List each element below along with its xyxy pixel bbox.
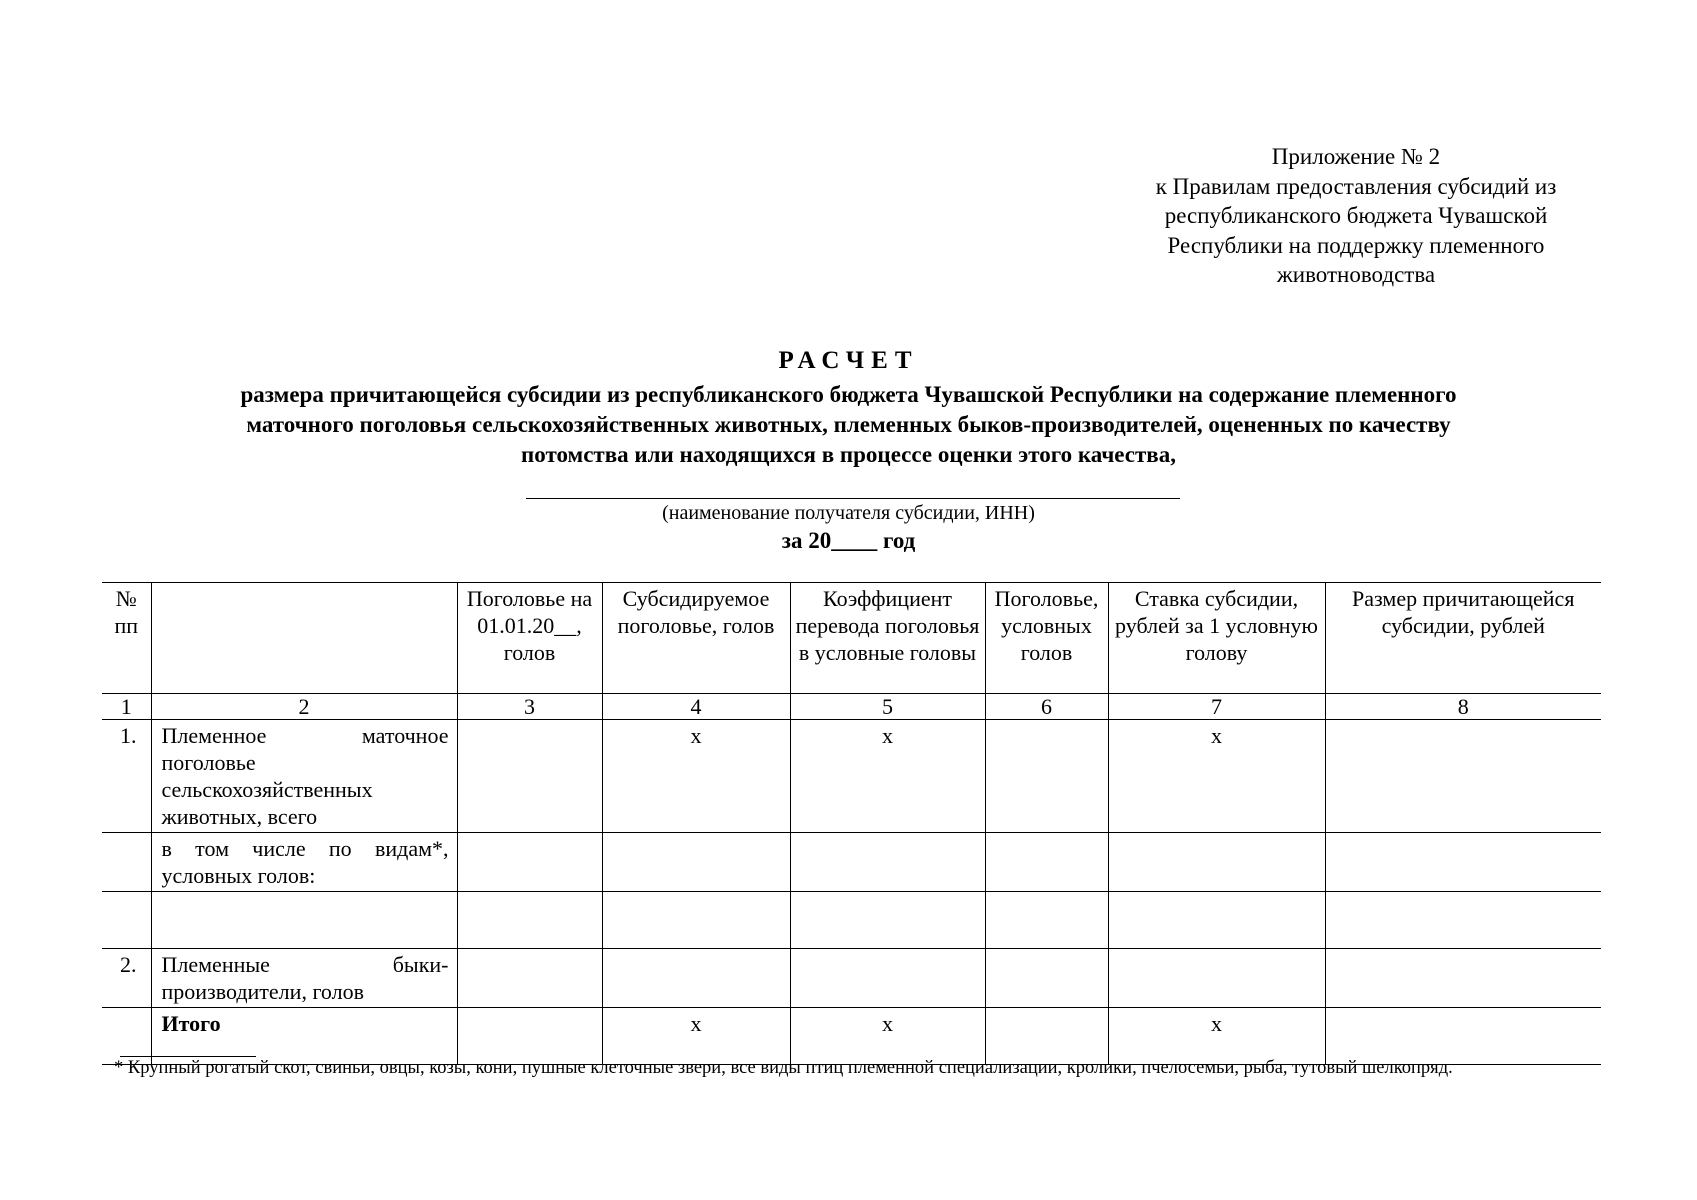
column-number-cell: 6 [985, 694, 1108, 720]
table-cell [790, 892, 985, 949]
header-cell: Ставка субсидии, рублей за 1 условную голову [1108, 583, 1325, 694]
column-number-cell: 3 [457, 694, 602, 720]
total-row [102, 1008, 1601, 1065]
row-number-cell: 1. [102, 720, 151, 833]
row-label-cell: в том числе по видам*, условных голов: [151, 833, 457, 892]
recipient-fill-line [526, 498, 1180, 499]
table-cell [1325, 1008, 1601, 1065]
row-label-cell [151, 892, 457, 949]
table-cell [1108, 949, 1325, 1008]
table-cell [985, 949, 1108, 1008]
table-row [102, 720, 1601, 833]
row-label-cell: Племенные быки-производители, голов [151, 949, 457, 1008]
table-cell [1325, 833, 1601, 892]
header-cell: Субсидируемое поголовье, голов [602, 583, 790, 694]
table-cell [1325, 949, 1601, 1008]
header-cell: Поголовье на 01.01.20__, голов [457, 583, 602, 694]
appendix-line: Приложение № 2 [1271, 144, 1441, 169]
column-number-cell: 4 [602, 694, 790, 720]
column-number-cell: 2 [151, 694, 457, 720]
appendix-line: к Правилам предоставления субсидий из [1155, 173, 1557, 199]
document-title: РАСЧЕТ [778, 347, 919, 374]
footnote: * Крупный рогатый скот, свиньи, овцы, козы, кони, пушные клеточные звери, все виды птиц племенной специализации, кролики, пчелосемьи, рыба, тутовый шелкопряд. [114, 1058, 1453, 1078]
year-line: за 20____ год [781, 528, 916, 553]
column-number-cell: 8 [1325, 694, 1601, 720]
table-cell [985, 1008, 1108, 1065]
table-cell: х [602, 720, 790, 833]
document-subtitle [90, 380, 1607, 470]
appendix-line: республиканского бюджета Чувашской [1164, 203, 1548, 228]
recipient-caption: (наименование получателя субсидии, ИНН) [662, 502, 1035, 524]
table-cell [602, 949, 790, 1008]
header-cell: Размер причитающейся субсидии, рублей [1325, 583, 1601, 694]
total-label-cell: Итого [151, 1008, 457, 1065]
header-cell: Коэффициент перевода поголовья в условные головы [790, 583, 985, 694]
table-cell: х [1108, 720, 1325, 833]
table-cell [457, 892, 602, 949]
table-cell [457, 949, 602, 1008]
table-row [102, 833, 1601, 892]
table-cell [985, 833, 1108, 892]
column-number-cell: 5 [790, 694, 985, 720]
row-number-cell [102, 892, 151, 949]
appendix-line: животноводства [1276, 262, 1436, 287]
appendix-line: Республики на поддержку племенного [1167, 232, 1545, 258]
table-cell [1108, 833, 1325, 892]
subtitle-line: потомства или находящихся в процессе оценки этого качества, [521, 442, 1176, 467]
table-cell [790, 949, 985, 1008]
header-cell [151, 583, 457, 694]
subtitle-line: размера причитающейся субсидии из республиканского бюджета Чувашской Республики на содержание племенного [240, 382, 1457, 407]
header-cell: № пп [102, 583, 151, 694]
table-cell [985, 720, 1108, 833]
table-cell [457, 833, 602, 892]
row-label-cell: Племенное маточное поголовье сельскохозяйственных животных, всего [151, 720, 457, 833]
appendix-block [1108, 142, 1604, 290]
table-cell: х [1108, 1008, 1325, 1065]
row-number-cell [102, 833, 151, 892]
table-header-row [102, 583, 1601, 694]
column-number-cell: 7 [1108, 694, 1325, 720]
table-cell [985, 892, 1108, 949]
table-cell [1325, 720, 1601, 833]
row-number-cell: 2. [102, 949, 151, 1008]
calculation-table [102, 582, 1601, 1065]
table-cell [457, 1008, 602, 1065]
table-cell: х [602, 1008, 790, 1065]
table-cell [602, 892, 790, 949]
table-cell [602, 833, 790, 892]
table-cell [1108, 892, 1325, 949]
table-cell [457, 720, 602, 833]
footnote-separator [120, 1056, 256, 1057]
table-row [102, 892, 1601, 949]
column-number-row [102, 694, 1601, 720]
table-cell [790, 833, 985, 892]
table-cell: х [790, 720, 985, 833]
header-cell: Поголовье, условных голов [985, 583, 1108, 694]
table-row [102, 949, 1601, 1008]
subtitle-line: маточного поголовья сельскохозяйственных животных, племенных быков-производителей, оцененных по качеству [246, 412, 1451, 437]
table-cell: х [790, 1008, 985, 1065]
column-number-cell: 1 [102, 694, 151, 720]
table-cell [1325, 892, 1601, 949]
